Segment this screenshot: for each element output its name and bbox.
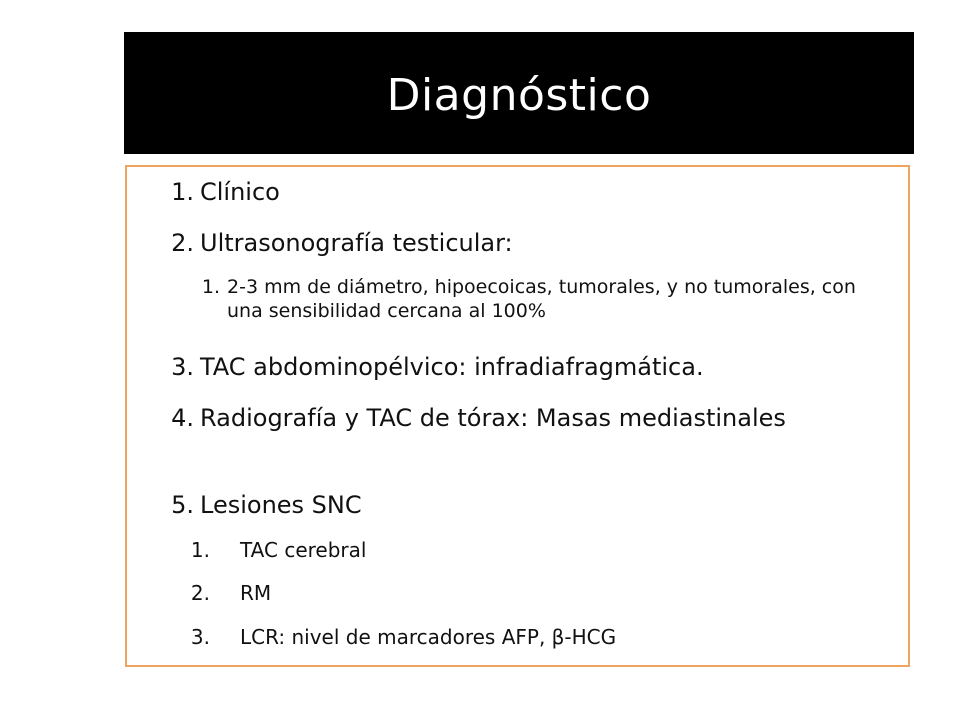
list-number: 3. xyxy=(190,625,210,649)
list-text: Clínico xyxy=(200,178,280,206)
list-number: 3. xyxy=(171,353,194,381)
list-text: 2-3 mm de diámetro, hipoecoicas, tumorales, y no tumorales, con una sensibilidad cercana al 100% xyxy=(227,276,856,322)
content-box xyxy=(125,165,910,667)
slide-title: Diagnóstico xyxy=(386,69,652,121)
list-number: 2. xyxy=(190,581,210,605)
list-number: 1. xyxy=(171,178,194,206)
list-number: 2. xyxy=(171,229,194,257)
list-number: 4. xyxy=(171,404,194,432)
list-text: TAC abdominopélvico: infradiafragmática. xyxy=(200,353,704,381)
list-text: Ultrasonografía testicular: xyxy=(200,229,513,257)
list-text: RM xyxy=(240,581,272,605)
list-number: 1. xyxy=(201,276,220,298)
list-text: Lesiones SNC xyxy=(200,491,362,519)
list-number: 5. xyxy=(171,491,194,519)
title-bar xyxy=(124,32,914,154)
list-text: LCR: nivel de marcadores AFP, β-HCG xyxy=(240,625,617,649)
list-text: Radiografía y TAC de tórax: Masas mediastinales xyxy=(200,404,786,432)
list-number: 1. xyxy=(190,538,210,562)
list-text: TAC cerebral xyxy=(240,538,367,562)
